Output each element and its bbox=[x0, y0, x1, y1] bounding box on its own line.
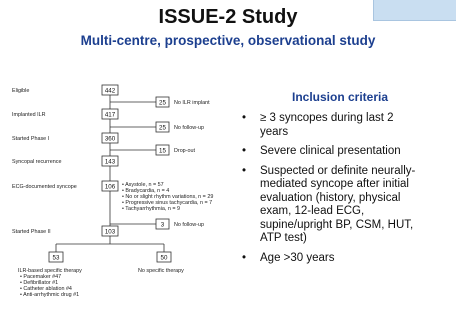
count-recurrence: 143 bbox=[104, 158, 116, 166]
stage-label-recurrence: Syncopal recurrence bbox=[12, 159, 62, 165]
inclusion-line: ≥ 3 syncopes during last 2 bbox=[260, 112, 394, 124]
no-therapy-heading: No specific therapy bbox=[138, 268, 184, 274]
specific-therapy-heading: ILR-based specific therapy bbox=[18, 268, 82, 274]
inclusion-line: Suspected or definite neurally- bbox=[260, 164, 416, 177]
therapy-item: • Defibrillator #1 bbox=[20, 280, 59, 286]
rhythm-item: • No or slight rhythm variations, n = 29 bbox=[122, 194, 214, 200]
stage-label-implanted: Implanted ILR bbox=[12, 112, 46, 118]
inclusion-line: exam, 12-lead ECG, bbox=[260, 205, 365, 217]
stage-label-eligible: Eligible bbox=[12, 88, 30, 94]
inclusion-line: ATP test) bbox=[260, 232, 307, 244]
bullet: • bbox=[242, 112, 247, 124]
count-implanted: 417 bbox=[104, 111, 116, 119]
therapy-item: • Catheter ablation #4 bbox=[20, 286, 72, 292]
slide-title: ISSUE-2 Study bbox=[158, 6, 298, 28]
count-eligible: 442 bbox=[104, 87, 116, 95]
inclusion-line: Severe clinical presentation bbox=[260, 145, 401, 157]
exit-count-3: 15 bbox=[159, 147, 166, 155]
inclusion-item bbox=[240, 165, 452, 246]
stage-label-ecg: ECG-documented syncope bbox=[12, 184, 77, 190]
slide-subtitle: Multi-centre, prospective, observational study bbox=[80, 33, 376, 48]
inclusion-line: supine/upright BP, CSM, HUT, bbox=[260, 218, 414, 231]
inclusion-item bbox=[240, 145, 452, 159]
exit-label-1: No ILR implant bbox=[174, 100, 210, 106]
count-ecg: 106 bbox=[104, 183, 116, 191]
inclusion-line: Age >30 years bbox=[260, 251, 335, 264]
inclusion-line: evaluation (history, physical bbox=[260, 191, 401, 204]
inclusion-list bbox=[240, 112, 452, 271]
stage-label-phase2: Started Phase II bbox=[12, 229, 51, 235]
exit-count-4: 3 bbox=[160, 221, 165, 229]
inclusion-item bbox=[240, 112, 452, 139]
therapy-item: • Anti-arrhythmic drug #1 bbox=[20, 292, 80, 298]
exit-label-3: Drop-out bbox=[174, 148, 195, 154]
rhythm-item: • Tachyarrhythmia, n = 9 bbox=[122, 206, 180, 212]
exit-label-2: No follow-up bbox=[174, 125, 204, 131]
exit-label-4: No follow-up bbox=[174, 222, 204, 228]
count-specific-therapy: 53 bbox=[52, 254, 60, 262]
inclusion-line: years bbox=[260, 125, 289, 138]
inclusion-title: Inclusion criteria bbox=[292, 90, 389, 104]
bullet: • bbox=[242, 164, 247, 177]
inclusion-line: mediated syncope after initial bbox=[260, 178, 409, 190]
rhythm-item: • Progressive sinus tachycardia, n = 7 bbox=[122, 200, 213, 206]
rhythm-item: • Bradycardia, n = 4 bbox=[122, 188, 170, 194]
count-phase2: 103 bbox=[104, 228, 116, 236]
therapy-item: • Pacemaker #47 bbox=[20, 274, 62, 280]
bullet: • bbox=[242, 145, 247, 157]
bullet: • bbox=[242, 251, 247, 264]
exit-count-1: 25 bbox=[159, 99, 166, 107]
stage-label-phase1: Started Phase I bbox=[12, 136, 50, 142]
count-phase1: 360 bbox=[104, 135, 116, 143]
inclusion-item bbox=[240, 252, 452, 266]
count-no-therapy: 50 bbox=[160, 254, 168, 262]
rhythm-item: • Asystole, n = 57 bbox=[122, 182, 164, 188]
exit-count-2: 25 bbox=[159, 124, 166, 132]
